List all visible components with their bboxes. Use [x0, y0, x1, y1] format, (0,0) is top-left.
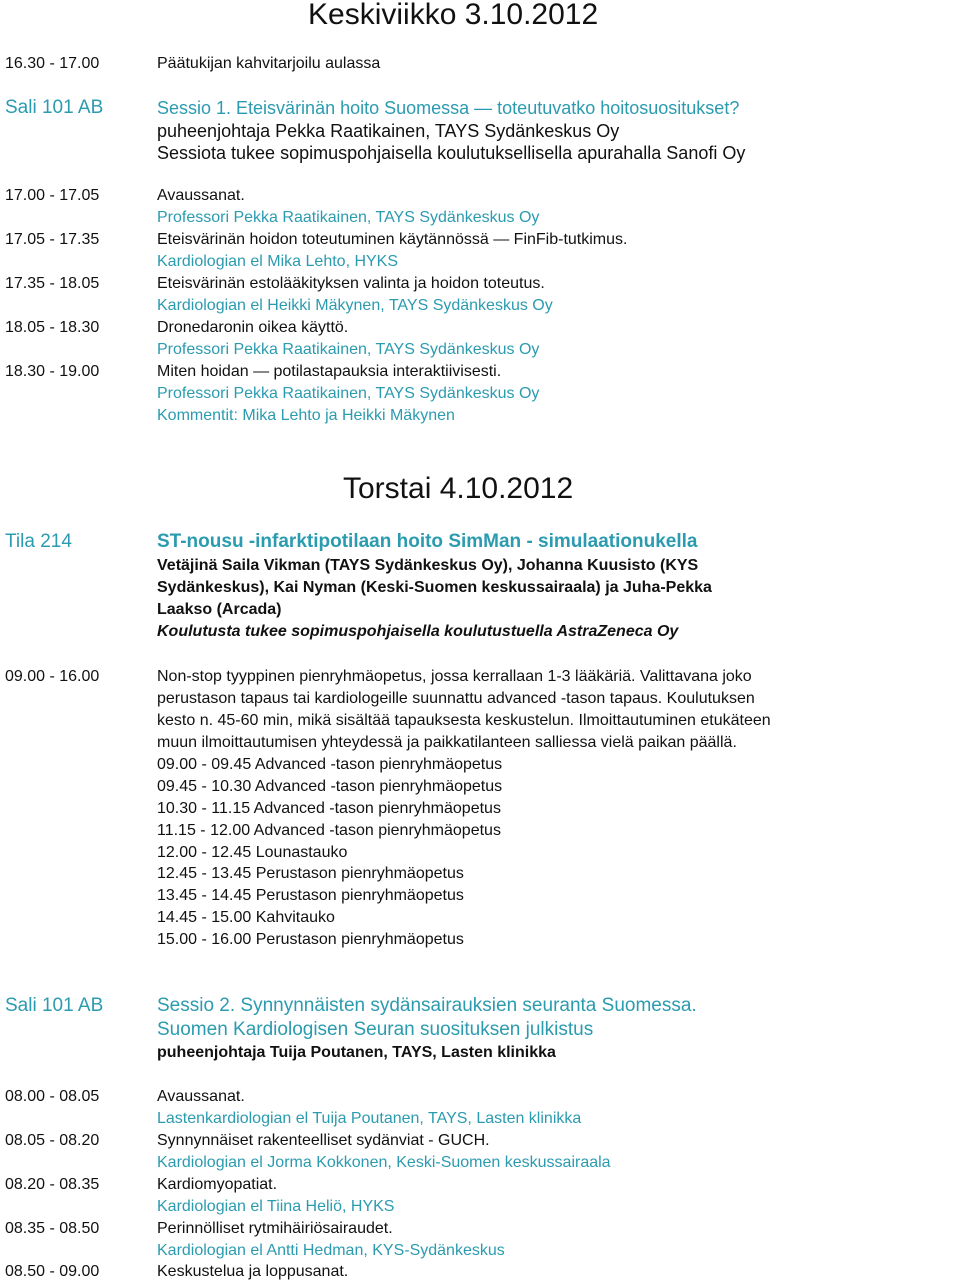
row-time: 17.35 - 18.05 [5, 275, 100, 292]
slot-text: 13.45 - 14.45 Perustason pienryhmäopetus [157, 887, 464, 904]
workshop-description: perustason tapaus tai kardiologeille suunnattu advanced -tason tapaus. Koulutuksen [157, 690, 755, 707]
session2-header [0, 995, 960, 1017]
row-time: 08.00 - 08.05 [5, 1088, 100, 1105]
row-speaker: Kardiologian el Antti Hedman, KYS-Sydänkeskus [157, 1242, 505, 1259]
row-speaker: Kardiologian el Heikki Mäkynen, TAYS Sydänkeskus Oy [157, 297, 553, 314]
slot-text: 11.15 - 12.00 Advanced -tason pienryhmäopetus [157, 822, 501, 839]
workshop-description: muun ilmoittautumisen yhteydessä ja paikkatilanteen salliessa vielä paikan päällä. [157, 734, 737, 751]
workshop-slot [0, 929, 960, 951]
row-text: Eteisvärinän hoidon toteutuminen käytännössä — FinFib-tutkimus. [157, 231, 628, 248]
schedule-row [0, 185, 960, 207]
workshop-description-line [0, 688, 960, 710]
row-time: 17.00 - 17.05 [5, 187, 100, 204]
workshop-slot [0, 885, 960, 907]
slot-text: 09.00 - 09.45 Advanced -tason pienryhmäopetus [157, 756, 503, 773]
session2-chair: puheenjohtaja Tuija Poutanen, TAYS, Lasten klinikka [157, 1044, 556, 1061]
schedule-row [0, 120, 960, 142]
schedule-row [0, 1174, 960, 1196]
schedule-row [0, 1218, 960, 1240]
row-speaker: Kardiologian el Jorma Kokkonen, Keski-Suomen keskussairaala [157, 1154, 611, 1171]
row-time: 08.20 - 08.35 [5, 1176, 100, 1193]
slot-text: 12.45 - 13.45 Perustason pienryhmäopetus [157, 865, 464, 882]
schedule-row [0, 361, 960, 383]
workshop-title: ST-nousu -infarktipotilaan hoito SimMan - simulaationukella [157, 531, 698, 552]
workshop-description: kesto n. 45-60 min, mikä sisältää tapauksesta keskustelun. Ilmoittautuminen etukäteen [157, 712, 771, 729]
day1-title: Keskiviikko 3.10.2012 [308, 0, 599, 31]
workshop-leaders: Laakso (Arcada) [157, 601, 282, 618]
schedule-row [0, 1261, 960, 1283]
slot-text: 10.30 - 11.15 Advanced -tason pienryhmäopetus [157, 800, 501, 817]
row-text: Synnynnäiset rakenteelliset sydänviat - GUCH. [157, 1132, 490, 1149]
schedule-row [0, 1086, 960, 1108]
row-time: 08.50 - 09.00 [5, 1263, 100, 1280]
row-time: 08.05 - 08.20 [5, 1132, 100, 1149]
row-comments: Kommentit: Mika Lehto ja Heikki Mäkynen [157, 407, 455, 424]
workshop-room: Tila 214 [5, 531, 72, 552]
schedule-row [0, 97, 960, 119]
workshop-leaders: Sydänkeskus), Kai Nyman (Keski-Suomen keskussairaala) ja Juha-Pekka [157, 579, 712, 596]
workshop-slot [0, 907, 960, 929]
session2-chair-line [0, 1042, 960, 1064]
workshop-slot [0, 820, 960, 842]
slot-text: 12.00 - 12.45 Lounastauko [157, 844, 348, 861]
row-time: 18.30 - 19.00 [5, 363, 100, 380]
workshop-sponsor-line [0, 621, 960, 643]
schedule-row [0, 251, 960, 273]
row-time: 18.05 - 18.30 [5, 319, 100, 336]
row-text: Keskustelua ja loppusanat. [157, 1263, 349, 1280]
workshop-leaders: Vetäjinä Saila Vikman (TAYS Sydänkeskus Oy), Johanna Kuusisto (KYS [157, 557, 699, 574]
row-text: Dronedaronin oikea käyttö. [157, 319, 349, 336]
row-text: Perinnölliset rytmihäiriösairaudet. [157, 1220, 393, 1237]
workshop-description-line [0, 710, 960, 732]
row-text: Miten hoidan — potilastapauksia interaktiivisesti. [157, 363, 502, 380]
workshop-sponsor: Koulutusta tukee sopimuspohjaisella koulutustuella AstraZeneca Oy [157, 623, 679, 640]
schedule-row [0, 1196, 960, 1218]
workshop-time: 09.00 - 16.00 [5, 668, 100, 685]
schedule-row [0, 273, 960, 295]
workshop-leaders-line [0, 577, 960, 599]
schedule-row [0, 142, 960, 164]
schedule-row [0, 317, 960, 339]
schedule-row [0, 1240, 960, 1262]
workshop-slot [0, 776, 960, 798]
session2-subtitle: Suomen Kardiologisen Seuran suosituksen julkistus [157, 1019, 594, 1040]
workshop-description-line [0, 732, 960, 754]
schedule-row [0, 295, 960, 317]
row-text: Avaussanat. [157, 187, 245, 204]
row-speaker: Professori Pekka Raatikainen, TAYS Sydänkeskus Oy [157, 341, 540, 358]
row-time: 08.35 - 08.50 [5, 1220, 100, 1237]
session2-subtitle-line [0, 1019, 960, 1041]
row-text: Eteisvärinän estolääkityksen valinta ja hoidon toteutus. [157, 275, 545, 292]
schedule-row [0, 53, 960, 75]
schedule-row [0, 383, 960, 405]
session1-sponsor: Sessiota tukee sopimuspohjaisella koulutuksellisella apurahalla Sanofi Oy [157, 143, 746, 163]
row-speaker: Kardiologian el Tiina Heliö, HYKS [157, 1198, 395, 1215]
session1-room: Sali 101 AB [5, 97, 104, 118]
workshop-slot [0, 798, 960, 820]
workshop-description: Non-stop tyyppinen pienryhmäopetus, jossa kerrallaan 1-3 lääkäriä. Valittavana joko [157, 668, 752, 685]
session2-room: Sali 101 AB [5, 995, 104, 1016]
session2-title: Sessio 2. Synnynnäisten sydänsairauksien seuranta Suomessa. [157, 995, 697, 1016]
slot-text: 09.45 - 10.30 Advanced -tason pienryhmäopetus [157, 778, 503, 795]
row-speaker: Lastenkardiologian el Tuija Poutanen, TAYS, Lasten klinikka [157, 1110, 582, 1127]
schedule-row [0, 229, 960, 251]
row-speaker: Professori Pekka Raatikainen, TAYS Sydänkeskus Oy [157, 209, 540, 226]
session1-title: Sessio 1. Eteisvärinän hoito Suomessa — toteutuvatko hoitosuositukset? [157, 98, 740, 118]
slot-text: 14.45 - 15.00 Kahvitauko [157, 909, 335, 926]
schedule-row [0, 1152, 960, 1174]
workshop-slot [0, 842, 960, 864]
session1-chair: puheenjohtaja Pekka Raatikainen, TAYS Sydänkeskus Oy [157, 121, 620, 141]
workshop-slot [0, 754, 960, 776]
schedule-row [0, 405, 960, 427]
row-text: Kardiomyopatiat. [157, 1176, 278, 1193]
slot-text: 15.00 - 16.00 Perustason pienryhmäopetus [157, 931, 464, 948]
row-time: 17.05 - 17.35 [5, 231, 100, 248]
row-text: Päätukijan kahvitarjoilu aulassa [157, 55, 381, 72]
workshop-slot [0, 863, 960, 885]
row-speaker: Professori Pekka Raatikainen, TAYS Sydänkeskus Oy [157, 385, 540, 402]
schedule-row [0, 339, 960, 361]
workshop-header [0, 531, 960, 553]
workshop-leaders-line [0, 555, 960, 577]
day2-title: Torstai 4.10.2012 [343, 472, 574, 505]
row-time: 16.30 - 17.00 [5, 55, 100, 72]
workshop-description-line [0, 666, 960, 688]
row-text: Avaussanat. [157, 1088, 245, 1105]
workshop-leaders-line [0, 599, 960, 621]
schedule-row [0, 1108, 960, 1130]
schedule-row [0, 1130, 960, 1152]
schedule-row [0, 207, 960, 229]
row-speaker: Kardiologian el Mika Lehto, HYKS [157, 253, 399, 270]
